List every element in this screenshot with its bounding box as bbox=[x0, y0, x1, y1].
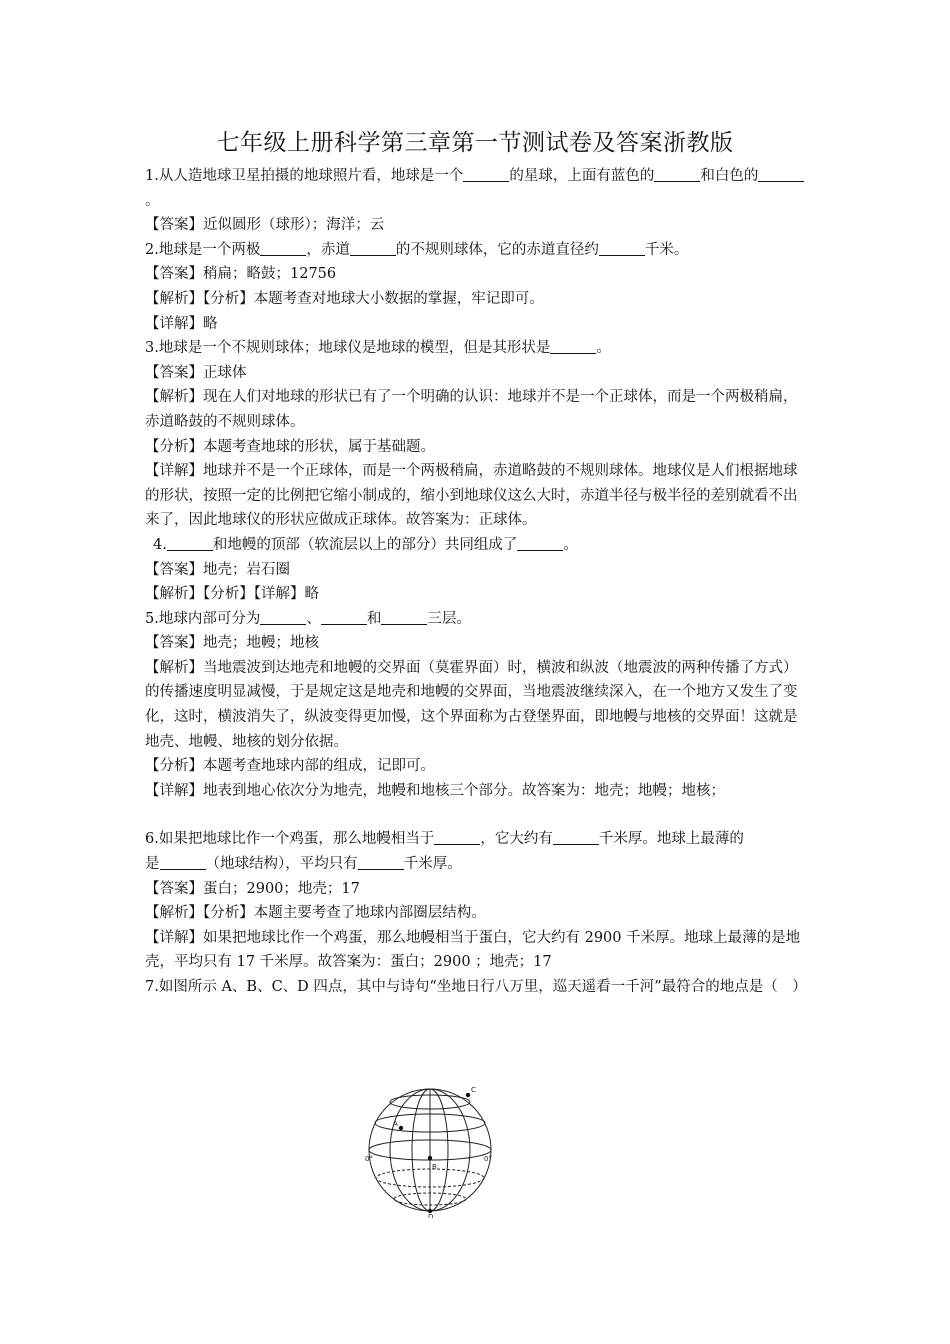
detail-3: 【详解】地球并不是一个正球体，而是一个两极稍扁，赤道略鼓的不规则球体。地球仪是人们根据地球的形状，按照一定的比例把它缩小制成的，缩小到地球仪这么大时，赤道半径与极半径的差别就看不出来了，因此地球仪的形状应做成正球体。故答案为：正球体。 bbox=[145, 463, 798, 529]
answer-blank bbox=[167, 535, 213, 551]
answer-blank bbox=[463, 167, 509, 183]
answer-3: 【答案】正球体 bbox=[145, 364, 247, 381]
point-b bbox=[428, 1156, 432, 1160]
answer-1: 【答案】近似圆形（球形）；海洋；云 bbox=[145, 217, 385, 234]
analysis-2: 【解析】【分析】本题考查对地球大小数据的掌握，牢记即可。 bbox=[145, 290, 544, 307]
answer-6: 【答案】蛋白；2900；地壳；17 bbox=[145, 880, 360, 897]
answer-blank bbox=[260, 609, 306, 625]
page-title: 七年级上册科学第三章第一节测试卷及答案浙教版 bbox=[216, 130, 734, 156]
globe-diagram bbox=[355, 1078, 505, 1218]
fenxi-5: 【分析】本题考查地球内部的组成，记即可。 bbox=[145, 758, 435, 775]
globe-figure bbox=[355, 1078, 505, 1218]
detail-6: 【详解】如果把地球比作一个鸡蛋，那么地幔相当于蛋白，它大约有 2900 千米厚。地球上最薄的是地壳，平均只有 17 千米厚。故答案为：蛋白；2900 ；地壳；17 bbox=[145, 929, 801, 971]
question-6: 6.如果把地球比作一个鸡蛋，那么地幔相当于 ，它大约有 千米厚。地球上最薄的 bbox=[145, 831, 744, 848]
analysis-6: 【解析】【分析】本题主要考查了地球内部圈层结构。 bbox=[145, 905, 486, 922]
label-b: B bbox=[432, 1163, 437, 1171]
label-c: C bbox=[471, 1086, 476, 1094]
answer-blank bbox=[758, 167, 804, 183]
answer-blank bbox=[350, 240, 396, 256]
analysis-4: 【解析】【分析】【详解】略 bbox=[145, 586, 319, 603]
analysis-3: 【解析】现在人们对地球的形状已有了一个明确的认识：地球并不是一个正球体，而是一个两极稍扁，赤道略鼓的不规则球体。 bbox=[145, 389, 798, 430]
analysis-5: 【解析】当地震波到达地壳和地幔的交界面（莫霍界面）时，横波和纵波（地震波的两种传播了方式）的传播速度明显减慢，于是规定这是地壳和地幔的交界面，当地震波继续深入，在一个地方又发生了变化，这时，横波消失了，纵波变得更加慢，这个界面称为古登堡界面，即地幔与地核的交界面！这就是地壳、地幔、地核的划分依据。 bbox=[145, 659, 798, 750]
fenxi-3: 【分析】本题考查地球的形状，属于基础题。 bbox=[145, 438, 435, 455]
answer-blank bbox=[260, 240, 306, 256]
question-4: 4. 和地幔的顶部（软流层以上的部分）共同组成了 。 bbox=[153, 536, 578, 553]
question-7: 7.如图所示 A、B、C、D 四点，其中与诗句“坐地日行八万里，巡天遥看一千河”最符合的地点是（ ） bbox=[145, 979, 807, 995]
label-d: D bbox=[428, 1213, 434, 1218]
answer-5: 【答案】地壳；地幔；地核 bbox=[145, 635, 319, 652]
answer-blank bbox=[381, 609, 427, 625]
detail-5: 【详解】地表到地心依次分为地壳，地幔和地核三个部分。故答案为：地壳；地幔；地核； bbox=[145, 782, 725, 799]
answer-4: 【答案】地壳；岩石圈 bbox=[145, 561, 290, 578]
point-c bbox=[466, 1093, 470, 1097]
answer-blank bbox=[654, 167, 700, 183]
answer-2: 【答案】稍扁；略鼓；12756 bbox=[145, 266, 337, 283]
answer-blank bbox=[321, 609, 367, 625]
question-1: 1.从人造地球卫星拍摄的地球照片看，地球是一个 的星球，上面有蓝色的 和白色的。 bbox=[145, 164, 810, 213]
label-zero-right: 0° bbox=[484, 1155, 492, 1163]
answer-blank bbox=[358, 855, 404, 871]
label-zero-left: 0° bbox=[365, 1155, 373, 1163]
answer-blank bbox=[553, 830, 599, 846]
label-a: A bbox=[393, 1120, 398, 1128]
spacer bbox=[145, 803, 810, 827]
answer-blank bbox=[160, 855, 206, 871]
point-a bbox=[399, 1126, 403, 1130]
question-6-cont: 是 （地球结构），平均只有 千米厚。 bbox=[145, 856, 462, 873]
question-2: 2.地球是一个两极 ，赤道 的不规则球体，它的赤道直径约 千米。 bbox=[145, 241, 689, 258]
question-5: 5.地球内部可分为 、 和 三层。 bbox=[145, 610, 471, 627]
answer-blank bbox=[599, 240, 645, 256]
answer-blank bbox=[550, 339, 596, 355]
answer-blank bbox=[517, 535, 563, 551]
question-3: 3.地球是一个不规则球体；地球仪是地球的模型，但是其形状是 。 bbox=[145, 340, 611, 357]
document-body bbox=[145, 164, 810, 1000]
answer-blank bbox=[434, 830, 480, 846]
detail-2: 【详解】略 bbox=[145, 315, 218, 332]
